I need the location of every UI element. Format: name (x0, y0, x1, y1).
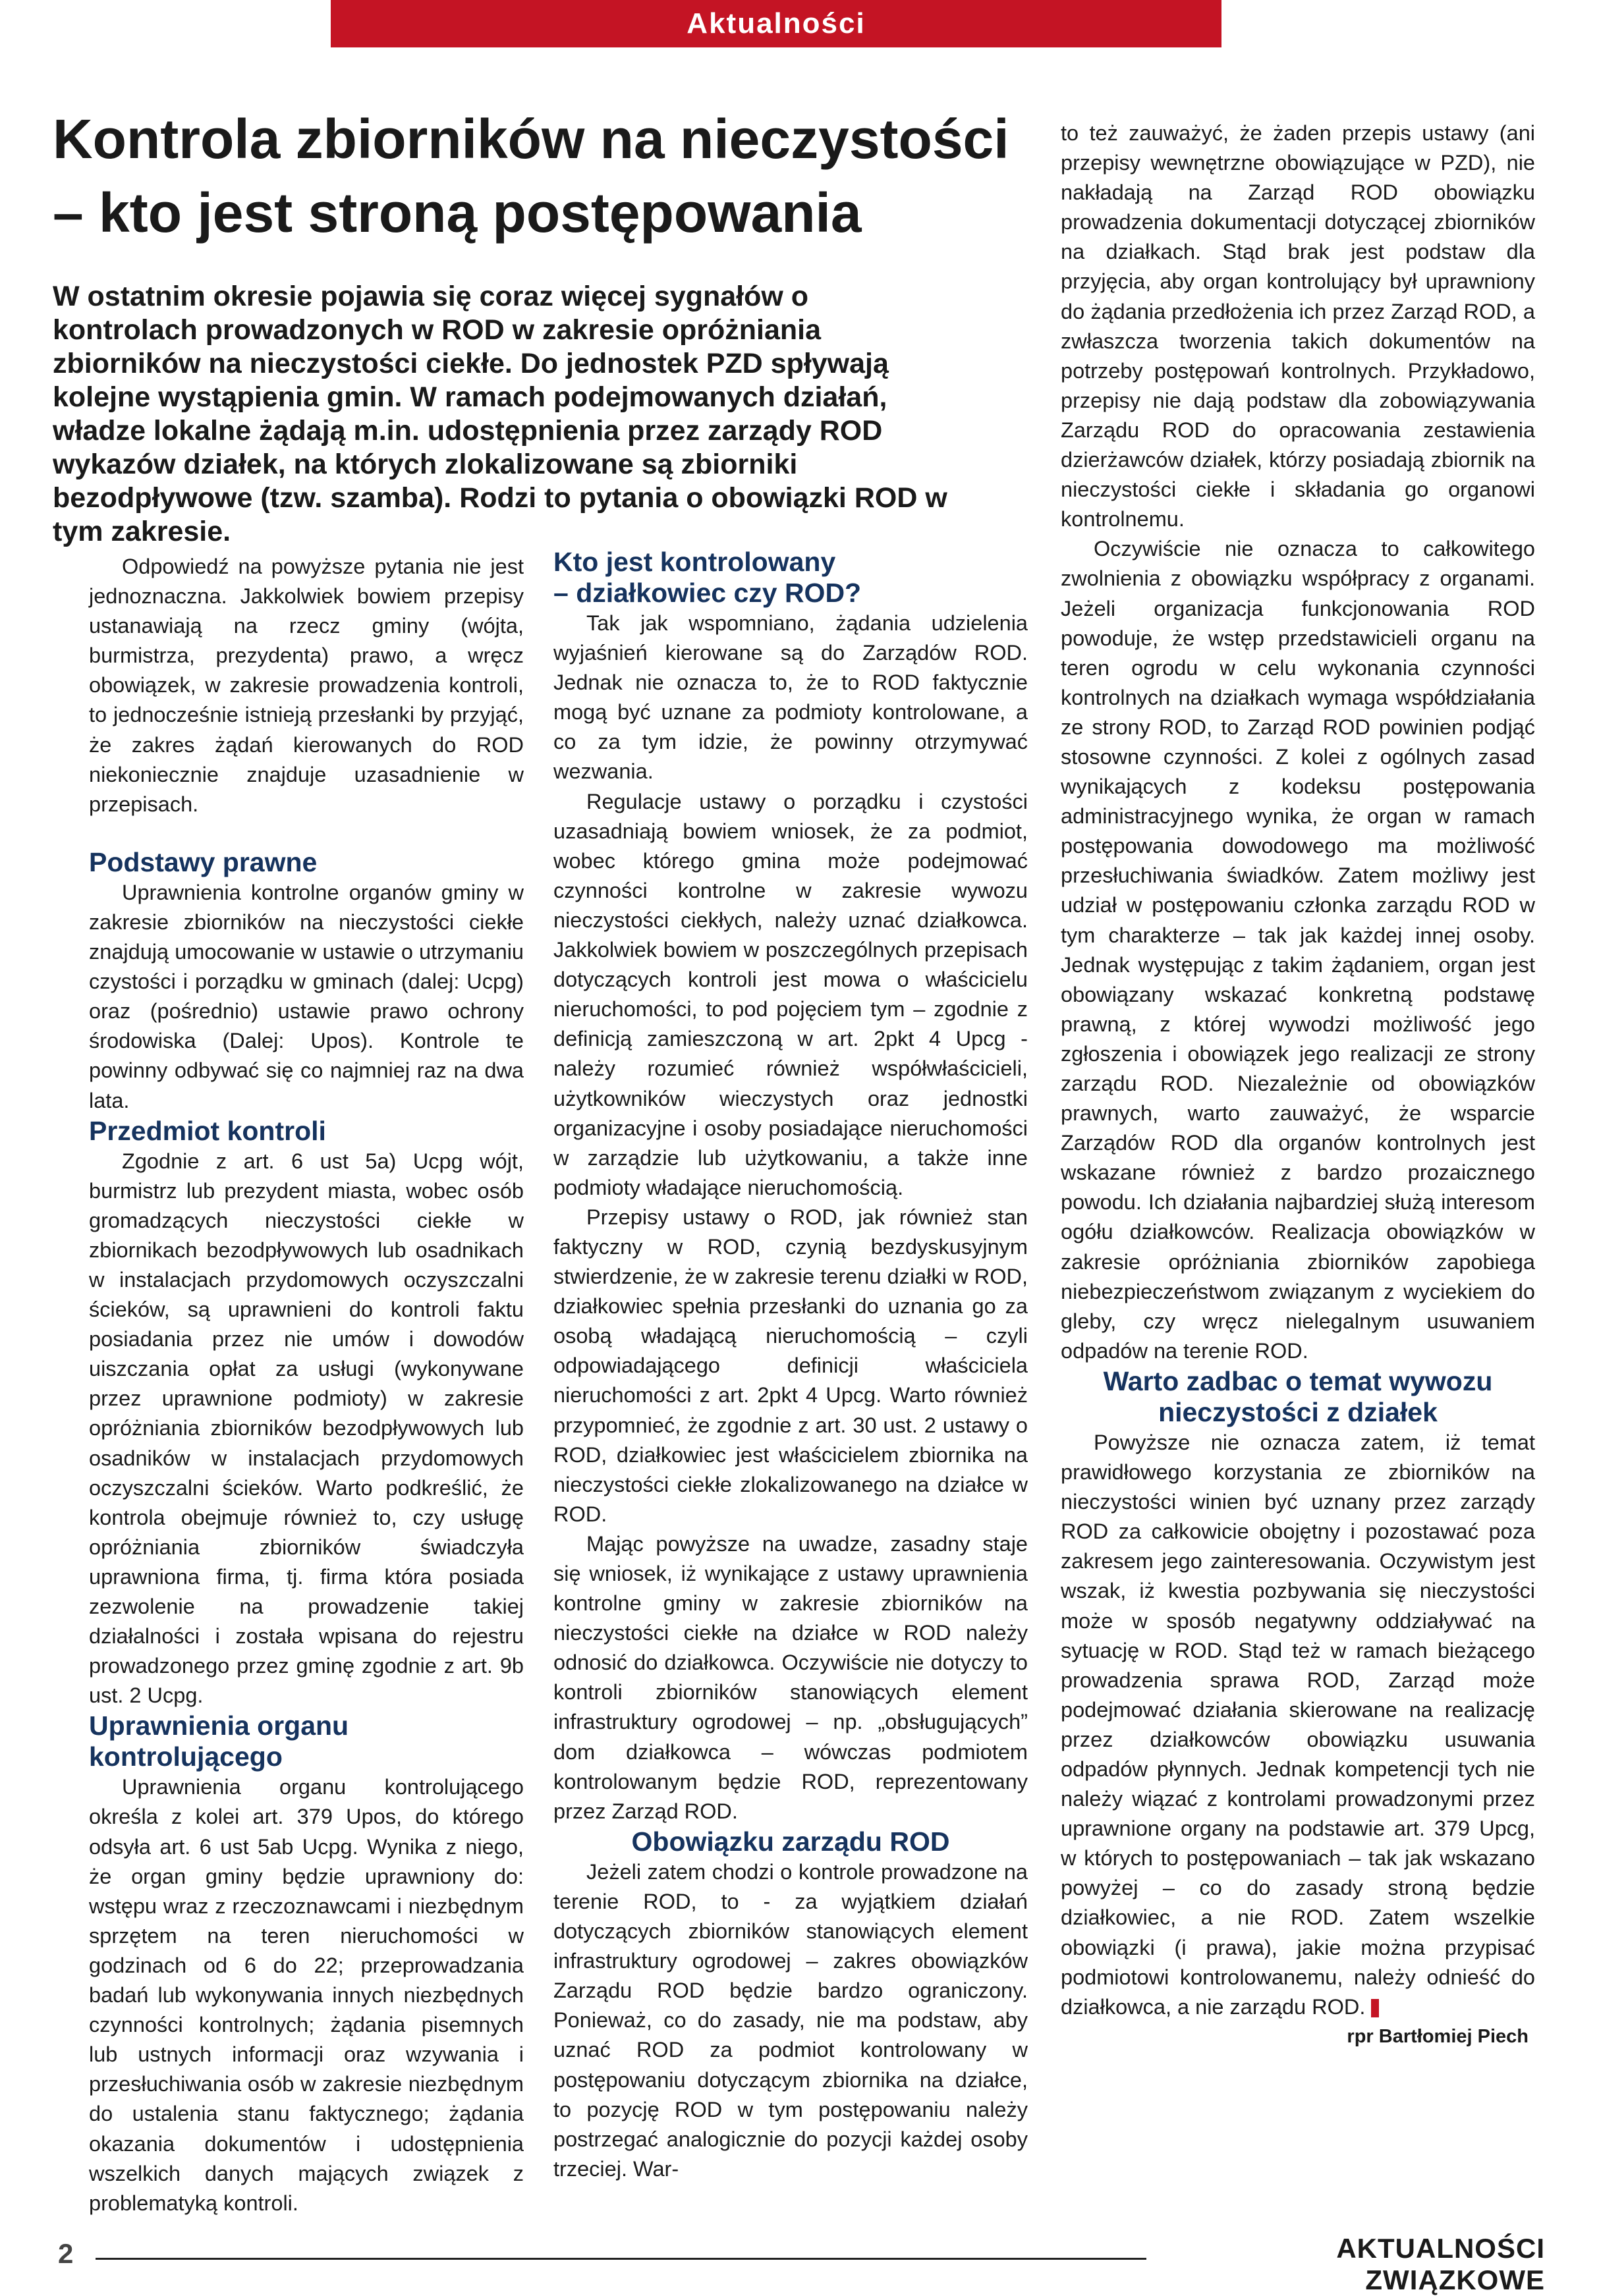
paragraph: Odpowiedź na powyższe pytania nie jest jednoznaczna. Jakkolwiek bowiem przepisy ustanawiają na rzecz gminy (wójta, burmistrza, prezydenta) prawo, a wręcz obowiązek, w zakresie prowadzenia kontroli, to jednocześnie istnieją przesłanki by przyjąć, że zakres żądań kierowanych do ROD niekoniecznie znajduje uzasadnienie w przepisach. (89, 555, 524, 816)
article-title-line2: – kto jest stroną postępowania (53, 182, 862, 244)
section-heading-line: – działkowiec czy ROD? (553, 578, 862, 608)
end-of-article-mark (1371, 1999, 1379, 2017)
section-heading-warto (1061, 1366, 1535, 1428)
footer-publication-title: AKTUALNOŚCI ZWIĄZKOWE (1336, 2233, 1545, 2295)
page-number: 2 (58, 2238, 74, 2269)
section-heading-przedmiot: Przedmiot kontroli (89, 1115, 326, 1146)
article-title-line1: Kontrola zbiorników na nieczystości (53, 108, 1009, 170)
section-heading-line: Kto jest kontrolowany (553, 547, 836, 577)
section-heading-podstawy: Podstawy prawne (89, 846, 318, 877)
paragraph: Mając powyższe na uwadze, zasadny staje się wniosek, iż wynikające z ustawy uprawnienia kontrolne gminy w zakresie zbiorników na nieczystości ciekłe na działce w ROD należy odnosić do działkowca. Oczywiście nie dotyczy to kontroli zbiorników stanowiących element infrastruktury ogrodowej – np. „obsługujących” dom działkowca – wówczas podmiotem kontrolowanym będzie ROD, reprezentowany przez Zarząd ROD. (553, 1531, 1028, 1823)
paragraph: Uprawnienia kontrolne organów gminy w zakresie zbiorników na nieczystości ciekłe znajdują umocowanie w ustawie o utrzymaniu czystości i porządku w gminach (dalej: Ucpg) oraz (pośrednio) ustawie prawo ochrony środowiska (Dalej: Upos). Kontrole te powinny odbywać się co najmniej raz na dwa lata. (89, 880, 524, 1112)
paragraph: Regulacje ustawy o porządku i czystości uzasadniają bowiem wniosek, że za podmiot, wobec którego gmina może podejmować czynności kontrolne w zakresie wywozu nieczystości ciekłych, należy uznać działkowca. Jakkolwiek bowiem w poszczególnych przepisach dotyczących kontroli jest mowa o właścicielu nieruchomości, to pod pojęciem tym – zgodnie z definicją zamieszczoną w art. 2pkt 4 Upcg - należy rozumieć również współwłaścicieli, użytkowników wieczystych oraz jednostki organizacyjne i osoby posiadające nieruchomości w zarządzie lub użytkowaniu, a także inne podmioty władające nieruchomością. (553, 789, 1028, 1199)
article-column-1 (89, 552, 524, 2218)
paragraph: Jeżeli zatem chodzi o kontrole prowadzone na terenie ROD, to - za wyjątkiem działań dotyczących zbiorników stanowiących element infrastruktury ogrodowej – zakres obowiązków Zarządu ROD będzie bardzo ograniczony. Ponieważ, co do zasady, nie ma podstaw, aby uznać ROD za podmiot kontrolowany w postępowaniu dotyczącym zbiornika na działce, to pozycję ROD w tym postępowaniu należy postrzegać analogicznie do pozycji każdej osoby trzeciej. War- (553, 1859, 1028, 2181)
paragraph: Uprawnienia organu kontrolującego określa z kolei art. 379 Upos, do którego odsyła art. 6 ust 5ab Ucpg. Wynika z niego, że organ gminy będzie uprawniony do: wstępu wraz z rzeczoznawcami i niezbędnym sprzętem na teren nieruchomości w godzinach od 6 do 22; przeprowadzania badań lub wykonywania innych niezbędnych czynności kontrolnych; żądania pisemnych lub ustnych informacji oraz wzywania i przesłuchiwania osób w zakresie niezbędnym do ustalenia stanu faktycznego; żądania okazania dokumentów i udostępnienia wszelkich danych mających związek z problematyką kontroli. (89, 1775, 524, 2215)
section-heading-line: nieczystości z działek (1158, 1396, 1438, 1427)
section-heading-line: Warto zadbac o temat wywozu (1103, 1365, 1493, 1396)
paragraph: Oczywiście nie oznacza to całkowitego zwolnienia z obowiązku współpracy z organami. Jeżeli organizacja funkcjonowania ROD powoduje, że wstęp przedstawicieli organu na teren ogrodu w celu wykonania czynności kontrolnych na działkach wymaga współdziałania ze strony ROD, to Zarząd ROD powinien podjąć stosowne czynności. Z kolei z ogólnych zasad wynikających z kodeksu postępowania administracyjnego wynika, że organ w ramach postępowania dowodowego ma możliwość przesłuchiwania świadków. Zatem możliwy jest udział w postępowaniu członka zarządu ROD w tym charakterze – tak jak każdej innej osoby. Jednak występując z takim żądaniem, organ jest obowiązany wskazać konkretną podstawę prawną, z której wywodzi możliwość jego zgłoszenia i obowiązek jego realizacji ze strony zarządu ROD. Niezależnie od obowiązków prawnych, warto zauważyć, że wsparcie Zarządów ROD dla organów kontrolnych jest wskazane również z bardzo prozaicznego powodu. Ich działania najbardziej służą interesom ogółu działkowców. Realizacja obowiązków w zakresie opróżniania zbiorników zapobiega niebezpieczeństwom związanym z wyciekiem do gleby, czy wręcz nielegalnym usuwaniem odpadów na terenie ROD. (1061, 537, 1535, 1363)
section-heading-obowiazku: Obowiązku zarządu ROD (631, 1826, 950, 1857)
section-label: Aktualności (687, 7, 866, 40)
section-heading-kto (553, 547, 1028, 609)
footer-divider (96, 2258, 1146, 2260)
section-heading-line: kontrolującego (89, 1741, 283, 1772)
paragraph-text: Powyższe nie oznacza zatem, iż temat prawidłowego korzystania ze zbiorników na nieczystości winien być uznany przez zarządy ROD za całkowicie obojętny i pozostawać poza zakresem jego zainteresowania. Oczywistym jest wszak, iż kwestia pozbywania się nieczystości może w sposób negatywny oddziaływać na sytuację w ROD. Stąd też w ramach bieżącego prowadzenia sprawa ROD, Zarząd może podejmować działania skierowane na realizację przez działkowców obowiązku usuwania odpadów płynnych. Jednak kompetencji tych nie należy wiązać z kontrolami prowadzonymi przez uprawnione organy na podstawie art. 379 Upcg, w których to postępowaniach – tak jak wskazano powyżej – co do zasady stroną będzie działkowiec, a nie ROD. Zatem wszelkie obowiązki (i prawa), jakie można przypisać podmiotowi kontrolowanemu, należy odnieść do działkowca, a nie zarządu ROD. (1061, 1430, 1535, 2019)
section-heading-line: Uprawnienia organu (89, 1710, 349, 1741)
paragraph: to też zauważyć, że żaden przepis ustawy (ani przepisy wewnętrzne obowiązujące w PZD), nie nakładają na Zarząd ROD obowiązku prowadzenia dokumentacji dotyczącej zbiorników na działkach. Stąd brak jest podstaw dla przyjęcia, aby organ kontrolujący był uprawniony do żądania przedłożenia ich przez Zarząd ROD, a zwłaszcza tworzenia takich dokumentów na potrzeby postępowań kontrolnych. Przykładowo, przepisy nie dają podstaw dla zobowiązywania Zarządu ROD do opracowania zestawienia dzierżawców działek, którzy posiadają zbiornik na nieczystości ciekłe i składania go organowi kontrolnemu. (1061, 121, 1535, 532)
paragraph (1061, 1428, 1535, 2047)
article-lead: W ostatnim okresie pojawia się coraz więcej sygnałów o kontrolach prowadzonych w ROD w zakresie opróżniania zbiorników na nieczystości ciekłe. Do jednostek PZD spływają kolejne wystąpienia gmin. W ramach podejmowanych działań, władze lokalne żądają m.in. udostępnienia przez zarządy ROD wykazów działek, na których zlokalizowane są zbiorniki bezodpływowe (tzw. szamba). Rodzi to pytania o obowiązki ROD w tym zakresie. (53, 281, 947, 547)
article-column-2 (553, 547, 1028, 2184)
section-heading-uprawnienia (89, 1710, 524, 1772)
paragraph: Przepisy ustawy o ROD, jak również stan faktyczny w ROD, czynią bezdyskusyjnym stwierdzenie, że w zakresie terenu działki w ROD, działkowiec spełnia przesłanki do uznania go za osobą władającą nieruchomością – czyli odpowiadającego definicji właściciela nieruchomości z art. 2pkt 4 Upcg. Warto również przypomnieć, że zgodnie z art. 30 ust. 2 ustawy o ROD, działkowiec jest właścicielem zbiornika na nieczystości ciekłe zlokalizowanego na działce w ROD. (553, 1205, 1028, 1526)
article-title (53, 102, 1041, 250)
author-signature: rpr Bartłomiej Piech (1347, 2025, 1529, 2047)
article-column-3 (1061, 119, 1535, 2052)
paragraph: Zgodnie z art. 6 ust 5a) Ucpg wójt, burmistrz lub prezydent miasta, wobec osób gromadzących nieczystości ciekłe w zbiornikach bezodpływowych lub osadnikach w instalacjach przydomowych oczyszczalni ścieków, są uprawnieni do kontroli faktu posiadania przez nie umów i dowodów uiszczania opłat za usługi (wykonywane przez uprawnione podmioty) w zakresie opróżniania zbiorników bezodpływowych lub osadników w instalacjach przydomowych oczyszczalni ścieków. Warto podkreślić, że kontrola obejmuje również to, czy usługę opróżniania zbiorników świadczyła uprawniona firma, tj. firma która posiada zezwolenie na prowadzenie takiej działalności i została wpisana do rejestru prowadzonego przez gminę zgodnie z art. 9b ust. 2 Ucpg. (89, 1149, 524, 1708)
section-banner (331, 0, 1221, 47)
paragraph: Tak jak wspomniano, żądania udzielenia wyjaśnień kierowane są do Zarządów ROD. Jednak nie oznacza to, że to ROD faktycznie mogą być uznane za podmioty kontrolowane, a co za tym idzie, że powinny otrzymywać wezwania. (553, 611, 1028, 784)
